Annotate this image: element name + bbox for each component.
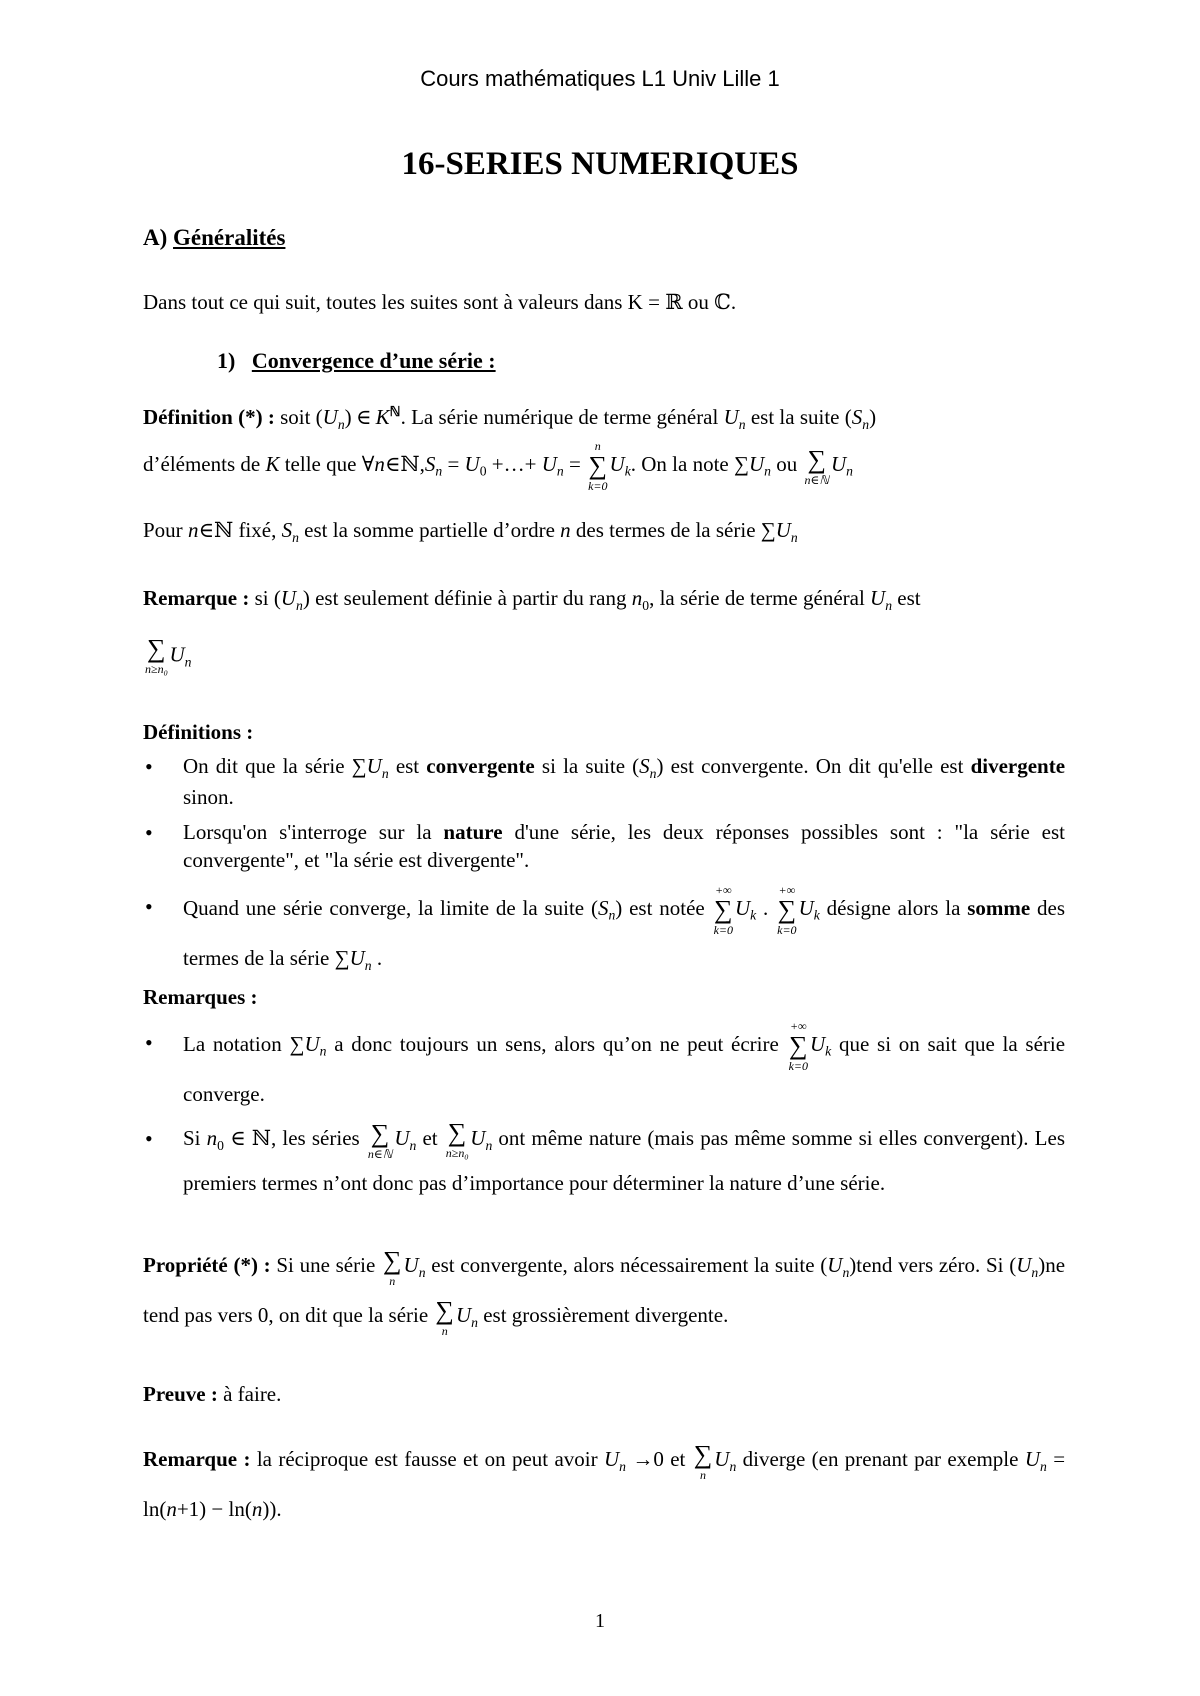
subsection-1-title: Convergence d’une série : <box>251 348 496 373</box>
definitions-list <box>183 752 1065 981</box>
remark-text: est <box>897 586 921 610</box>
subsection-1-number: 1) <box>217 348 236 373</box>
list-text: divergente <box>970 754 1066 778</box>
remark-1-line-1: Remarque : si $(U_n)$ est seulement définie à partir du rang $n_0$, la série de terme général $U_n$ est <box>143 586 921 613</box>
list-text: désigne <box>826 896 891 921</box>
list-text: est notée <box>629 896 705 921</box>
list-text: nature <box>443 819 503 844</box>
remark-text: diverge (en prenant <box>742 1447 908 1471</box>
definition-label: Définition (*) : <box>143 405 275 430</box>
list-text: ont même nature (mais pas même somme si elles <box>498 1126 918 1151</box>
sum-symbol: ∑ $n\ge n_0$ <box>145 634 168 678</box>
definition-text: . On la note <box>630 451 729 476</box>
list-item: • La notation $\sum U_n$ a donc toujours un sens, alors qu’on ne peut écrire +∞ ∑ k=0 $U_k$ que si on sait que la série converge. <box>183 1020 1065 1116</box>
remarks-label: Remarques : <box>143 985 258 1009</box>
list-text: est convergente. On dit qu'elle est <box>670 754 964 778</box>
list-text: si la suite <box>541 754 626 778</box>
list-text: a donc toujours un sens, alors qu’on ne peut écrire <box>334 1031 779 1056</box>
remark-text: la réciproque est fausse et on peut avoir <box>256 1447 598 1471</box>
definition-text: fixé, <box>238 518 277 542</box>
list-text: Quand une série converge, la limite de la suite <box>183 896 585 921</box>
list-text: Si <box>183 1126 201 1151</box>
list-text: sinon. <box>183 785 234 810</box>
sum-symbol: +∞ ∑ k=0 <box>788 1019 808 1073</box>
list-text: d'une série, les deux réponses possibles sont : "la série est convergente", et "la série est divergente". <box>183 819 1066 872</box>
list-text: Lorsqu'on s'interroge sur la <box>183 819 432 844</box>
property-label: Propriété (*) : <box>143 1253 271 1277</box>
list-text: alors la <box>897 896 961 921</box>
sum-symbol: ∑ n <box>383 1245 402 1288</box>
section-a-title: Généralités <box>173 225 286 250</box>
property-text: Si une série <box>276 1253 376 1277</box>
list-text: des termes de la série <box>183 896 1066 971</box>
property-text: est grossièrement divergente. <box>483 1303 729 1328</box>
property-paragraph: Propriété (*) : Si une série ∑ n $U_n$ est convergente, alors nécessairement la suite $(U_n)tend$ vers zéro. Si $(U_n)ne$ tend pas vers 0, on dit que la série ∑ n $U_n$ est grossièrement divergente. <box>143 1245 1066 1339</box>
remark-text: est seulement définie à partir du rang <box>315 586 627 610</box>
definition-line-3: Pour n∈ℕ fixé, $S_n$ est la somme partielle d’ordre n des termes de la série $\sum U_n$ <box>143 518 798 545</box>
definition-text: . La série numérique de terme général <box>400 405 719 430</box>
section-a-prefix: A) <box>143 225 168 250</box>
running-head: Cours mathématiques L1 Univ Lille 1 <box>420 66 780 91</box>
definition-text: Pour <box>143 518 183 542</box>
subsection-1-heading <box>217 348 496 374</box>
page-number: 1 <box>595 1610 605 1632</box>
list-item <box>183 818 1065 875</box>
proof-label: Preuve : <box>143 1382 218 1406</box>
intro-text: Dans tout ce qui suit, toutes les suites sont à valeurs dans K = ℝ ou ℂ. <box>143 290 737 314</box>
definition-line-1: Définition (*) : soit $(U_n)$ ∈ $K^ℕ$. La série numérique de terme général $U_n$ est la suite $(S_n)$ <box>143 404 877 432</box>
definitions-label: Définitions : <box>143 720 254 744</box>
property-text: tend <box>856 1253 893 1277</box>
remarks-list <box>183 1020 1065 1205</box>
remark-text: par exemple <box>914 1447 1019 1471</box>
sum-symbol: n ∑ k=0 <box>588 439 608 493</box>
proof-text: à faire. <box>223 1382 282 1406</box>
list-item: • Quand une série converge, la limite de la suite $(S_n)$ est notée +∞ ∑ k=0 $U_k$ . +∞ ∑ k=0 $U_k$ désigne alors la somme des termes de la série $\sum U_n$ . <box>183 884 1065 980</box>
remark-2-paragraph: Remarque : la réciproque est fausse et on peut avoir $U_n \to 0$ et ∑ n $U_n$ diverge (en prenant par exemple $U_n = \ln(n+1) - \ln(n)$). <box>143 1439 1066 1522</box>
remark-text: et <box>670 1447 686 1471</box>
page-title: 16-SERIES NUMERIQUES <box>401 146 799 182</box>
list-item: • On dit que la série $\sum U_n$ est convergente si la suite $(S_n)$ est convergente. On dit qu'elle est divergente sinon. <box>183 752 1065 812</box>
definition-text: telle que <box>284 451 357 476</box>
definition-text: est la suite <box>750 405 840 430</box>
sum-symbol: ∑ n∈ℕ <box>804 444 829 487</box>
property-text: est convergente, alors nécessairement la suite <box>431 1253 815 1277</box>
list-text: et <box>422 1126 438 1151</box>
sum-symbol: ∑ $n\ge n_0$ <box>445 1117 469 1162</box>
definition-line-2: d’éléments de K telle que $\forall n\in ℕ,S_n = U_0$ +…+ $U_n$ = n ∑ k=0 $U_k$. On la note $\sum U_n$ ou ∑ n∈ℕ $U_n$ <box>143 439 853 493</box>
list-text: somme <box>967 896 1031 921</box>
sum-symbol: ∑ n <box>693 1439 713 1482</box>
definition-text: soit <box>280 405 311 430</box>
definition-text: ou <box>776 451 798 476</box>
list-text: , les séries <box>271 1126 360 1151</box>
list-text: La notation <box>183 1031 282 1056</box>
list-item: • Si $n_0$ ∈ ℕ, les séries ∑ n∈ℕ $U_n$ et ∑ $n\ge n_0$ $U_n$ ont même nature (mais pas même somme si elles convergent). Les premiers termes n’ont donc pas d’importance pour déterminer la nature d’une série. <box>183 1116 1065 1205</box>
property-text: ne tend pas vers 0, on dit que la série <box>143 1253 1066 1328</box>
list-text: que si on <box>838 1031 920 1056</box>
list-text: est <box>395 754 420 778</box>
list-text: sait que la série converge. <box>183 1031 1066 1106</box>
list-text: On dit que la série <box>183 754 345 778</box>
sum-symbol: +∞ ∑ k=0 <box>777 883 797 938</box>
remark-text: si <box>254 586 269 610</box>
definition-text: des termes de la série <box>575 518 756 542</box>
list-text: convergent). Les premiers termes n’ont donc pas d’importance pour déterminer la nature d’une série. <box>183 1126 1066 1196</box>
sum-symbol: ∑ n <box>435 1296 454 1339</box>
definition-text: est la somme partielle d’ordre <box>304 518 555 542</box>
remark-text: , la série de terme général <box>649 586 865 610</box>
remark-2-label: Remarque : <box>143 1447 251 1471</box>
definition-text: d’éléments de <box>143 451 261 476</box>
property-text: vers zéro. Si <box>898 1253 1004 1277</box>
sum-symbol: ∑ n∈ℕ <box>367 1118 393 1161</box>
list-text: convergente <box>426 754 535 778</box>
sum-symbol: +∞ ∑ k=0 <box>713 883 733 938</box>
remark-1-line-2: ∑ $n\ge n_0$ $U_n$ <box>145 634 192 678</box>
proof-line <box>143 1382 281 1407</box>
remark-1-label: Remarque : <box>143 586 250 610</box>
section-a-heading <box>143 224 285 252</box>
